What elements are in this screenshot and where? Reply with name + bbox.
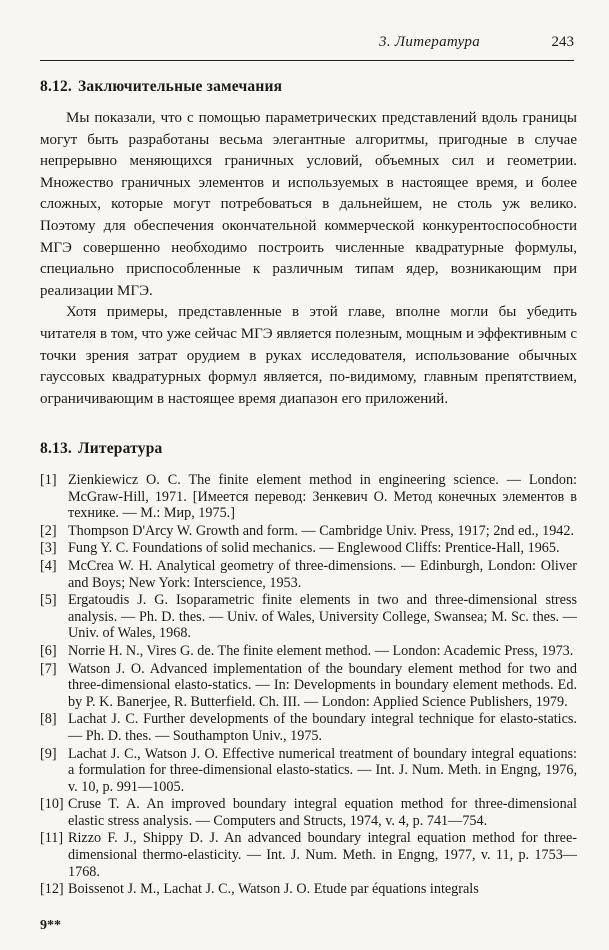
reference-item bbox=[40, 830, 577, 880]
section-body bbox=[40, 108, 577, 410]
section-title: Заключительные замечания bbox=[78, 78, 283, 95]
reference-text: Thompson D'Arcy W. Growth and form. — Cambridge Univ. Press, 1917; 2nd ed., 1942. bbox=[68, 522, 575, 539]
reference-text: Ergatoudis J. G. Isoparametric finite elements in two and three-dimensional stress analysis. — Ph. D. thes. — Univ. of Wales, University College, Swansea; M. Sc. thes. — Univ. of Wales, 1968. bbox=[68, 592, 577, 642]
reference-text: McCrea W. H. Analytical geometry of three-dimensions. — Edinburgh, London: Oliver and Boys; New York: Interscience, 1953. bbox=[68, 557, 577, 591]
reference-text: Fung Y. C. Foundations of solid mechanics. — Englewood Cliffs: Prentice-Hall, 1965. bbox=[68, 540, 560, 557]
paragraph: Мы показали, что с помощью параметрических представлений вдоль границы могут быть разработаны весьма элегантные алгоритмы, пригодные в случае непрерывно меняющихся граничных условий, объемных сил и геометрии. Множество граничных элементов и используемых в настоящее время, и более сложных, которые могут потребоваться в дальнейшем, не столь уж велико. Поэтому для обеспечения окончательной коммерческой конкурентоспособности МГЭ совершенно необходимо построить численные квадратурные формулы, специально приспособленные к различным типам ядер, возникающим при реализации МГЭ. bbox=[40, 110, 577, 299]
reference-text: Lachat J. C. Further developments of the boundary integral technique for elasto-statics. — Ph. D. thes. — Southampton Univ., 1975. bbox=[68, 711, 577, 744]
reference-item bbox=[40, 540, 577, 557]
reference-number: [11] bbox=[40, 830, 64, 847]
reference-item bbox=[40, 523, 577, 540]
reference-number: [6] bbox=[40, 642, 57, 659]
reference-item bbox=[40, 711, 577, 744]
reference-list bbox=[40, 472, 577, 899]
section-title: Литература bbox=[78, 440, 163, 457]
reference-text: Boissenot J. M., Lachat J. C., Watson J. O. Etude par équations integrals bbox=[68, 881, 479, 898]
reference-item bbox=[40, 746, 577, 796]
reference-number: [2] bbox=[40, 522, 57, 539]
reference-number: [7] bbox=[40, 660, 57, 677]
reference-item bbox=[40, 592, 577, 642]
reference-item bbox=[40, 558, 577, 591]
reference-number: [1] bbox=[40, 472, 57, 488]
reference-item bbox=[40, 661, 577, 711]
reference-text: Watson J. O. Advanced implementation of the boundary element method for two and three-dimensional elasto-statics. — In: Developments in boundary element methods. Ed. by P. K. Banerjee, R. Butterfield. Ch. III. — London: Applied Science Publishers, 1979. bbox=[68, 660, 577, 710]
reference-text: Norrie H. N., Vires G. de. The finite element method. — London: Academic Press, 1973. bbox=[68, 642, 574, 659]
paragraph: Хотя примеры, представленные в этой главе, вполне могли бы убедить читателя в том, что уже сейчас МГЭ является полезным, мощным и эффективным с точки зрения затрат орудием в руках исследователя, использование обычных гауссовых квадратурных формул является, по-видимому, главным препятствием, ограничивающим в настоящее время диапазон его приложений. bbox=[40, 304, 577, 407]
reference-item bbox=[40, 796, 577, 829]
reference-text: Cruse T. A. An improved boundary integral equation method for three-dimensional elastic stress analysis. — Computers and Structs, 1974, v. 4, p. 741—754. bbox=[68, 796, 577, 829]
section-number: 8.13. bbox=[40, 440, 72, 457]
running-head bbox=[40, 28, 574, 58]
reference-item bbox=[40, 881, 577, 898]
reference-number: [4] bbox=[40, 557, 57, 574]
header-rule bbox=[40, 60, 574, 61]
reference-number: [9] bbox=[40, 745, 57, 762]
reference-number: [10] bbox=[40, 796, 64, 813]
reference-number: [3] bbox=[40, 540, 57, 557]
reference-item bbox=[40, 643, 577, 660]
reference-text: Lachat J. C., Watson J. O. Effective numerical treatment of boundary integral equations: a formulation for three-dimensional elasto-statics. — Int. J. Num. Meth. in Engng, 1976, v. 10, p. 991—1005. bbox=[68, 745, 577, 795]
reference-number: [8] bbox=[40, 711, 57, 728]
printer-signature: 9** bbox=[40, 918, 61, 933]
reference-item bbox=[40, 472, 577, 522]
running-title: 3. Литература bbox=[379, 34, 480, 50]
reference-text: Zienkiewicz O. C. The finite element method in engineering science. — London: McGraw-Hill, 1971. [Имеется перевод: Зенкевич О. Метод конечных элементов в технике. — М.: Мир, 1975.] bbox=[68, 472, 577, 522]
reference-number: [12] bbox=[40, 881, 64, 898]
reference-number: [5] bbox=[40, 592, 57, 609]
reference-text: Rizzo F. J., Shippy D. J. An advanced boundary integral equation method for three-dimensional thermo-elasticity. — Int. J. Num. Meth. in Engng, 1977, v. 11, p. 1753—1768. bbox=[68, 830, 577, 880]
section-number: 8.12. bbox=[40, 78, 72, 95]
section-heading-8-12 bbox=[40, 78, 282, 96]
page-number: 243 bbox=[551, 34, 574, 50]
section-heading-8-13 bbox=[40, 440, 162, 458]
